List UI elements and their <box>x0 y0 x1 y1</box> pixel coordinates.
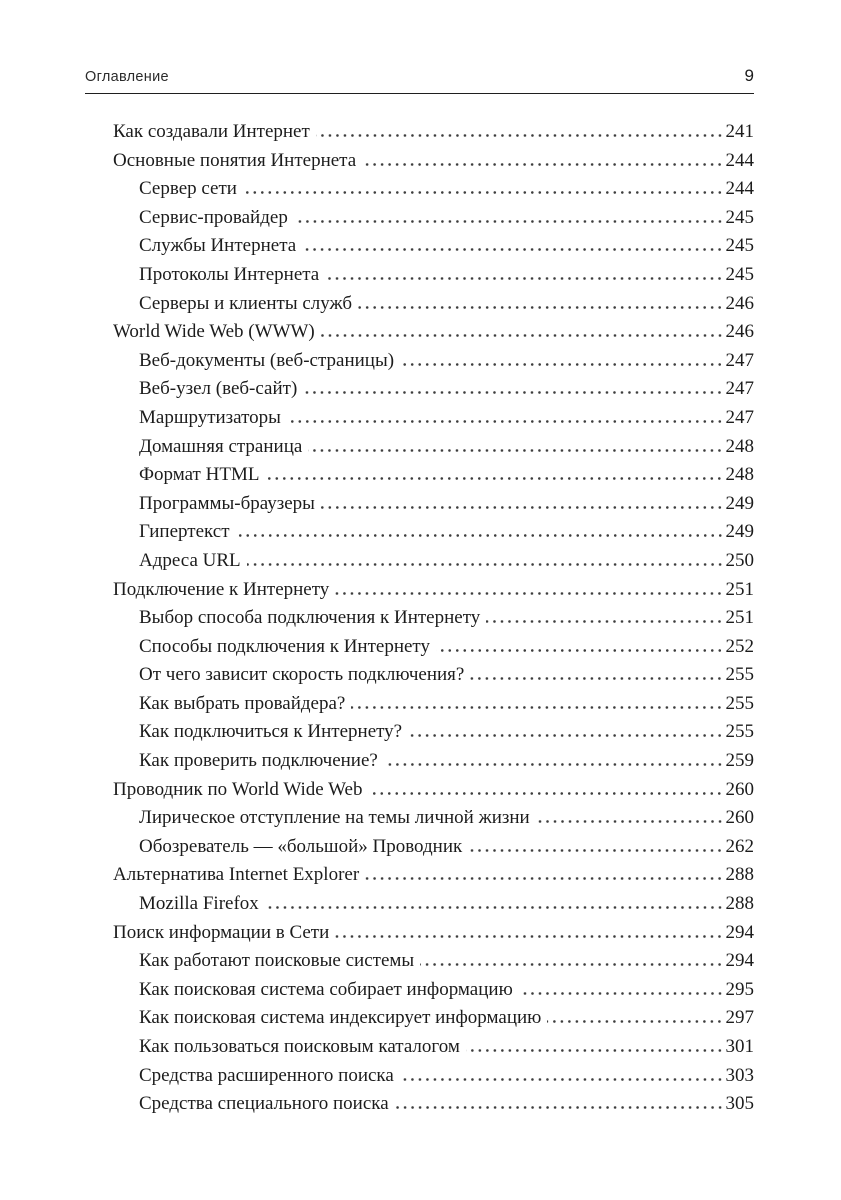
toc-entry <box>113 1004 754 1033</box>
dot-leader <box>247 563 724 566</box>
dot-leader <box>321 334 724 337</box>
dot-leader <box>265 477 723 480</box>
toc-entry-page: 294 <box>725 921 754 943</box>
dot-leader <box>303 391 723 394</box>
toc-entry-title: Как подключиться к Интернету? <box>139 721 403 743</box>
dot-leader <box>335 935 723 938</box>
toc-entry-title: Основные понятия Интернета <box>113 149 357 171</box>
toc-entry <box>113 804 754 833</box>
dot-leader <box>351 706 723 709</box>
toc-entry <box>113 661 754 690</box>
toc-entry-title: Веб-узел (веб-сайт) <box>139 378 298 400</box>
toc-entry-page: 247 <box>725 349 754 371</box>
toc-entry-page: 250 <box>725 549 754 571</box>
dot-leader <box>384 763 724 766</box>
toc-entry-page: 251 <box>725 578 754 600</box>
toc-entry-title: Серверы и клиенты служб <box>139 292 353 314</box>
toc-entry-title: Маршрутизаторы <box>139 406 281 428</box>
header-page-number: 9 <box>744 66 754 85</box>
toc-entry-page: 247 <box>725 378 754 400</box>
toc-entry-page: 305 <box>725 1093 754 1115</box>
dot-leader <box>287 420 724 423</box>
toc-entry-page: 297 <box>725 1007 754 1029</box>
dot-leader <box>368 792 723 795</box>
toc-entry-page: 245 <box>725 263 754 285</box>
toc-entry <box>113 232 754 261</box>
toc-entry-title: World Wide Web (WWW) <box>113 321 315 343</box>
toc-entry-page: 247 <box>725 406 754 428</box>
toc-entry-title: Службы Интернета <box>139 235 297 257</box>
toc-entry-title: Как пользоваться поисковым каталогом <box>139 1036 460 1057</box>
dot-leader <box>486 620 723 623</box>
toc-entry-title: Как поисковая система индексирует информацию <box>139 1007 542 1029</box>
toc-entry-title: Альтернатива Internet Explorer <box>113 864 360 886</box>
toc-entry-title: Программы-браузеры <box>139 492 315 514</box>
toc-entry-page: 262 <box>725 835 754 857</box>
dot-leader <box>400 1078 724 1081</box>
toc-entry-page: 288 <box>725 893 754 915</box>
toc-entry-page: 288 <box>725 864 754 886</box>
dot-leader <box>436 649 724 652</box>
dot-leader <box>519 992 724 995</box>
toc-entry <box>113 261 754 290</box>
toc-entry-title: Подключение к Интернету <box>113 578 330 600</box>
dot-leader <box>302 248 723 251</box>
toc-entry-page: 255 <box>725 664 754 686</box>
toc-entry <box>113 175 754 204</box>
dot-leader <box>325 277 723 280</box>
toc-entry <box>113 776 754 805</box>
toc-entry-page: 260 <box>725 807 754 829</box>
toc-entry-page: 241 <box>725 121 754 142</box>
toc-entry <box>113 604 754 633</box>
toc-entry-title: Лирическое отступление на темы личной жизни <box>139 807 530 829</box>
toc-entry-page: 303 <box>725 1064 754 1086</box>
toc-entry-title: Выбор способа подключения к Интернету <box>139 607 481 629</box>
toc-entry <box>113 890 754 919</box>
dot-leader <box>265 906 724 909</box>
toc-entry-title: Mozilla Firefox <box>139 893 259 915</box>
dot-leader <box>536 820 724 823</box>
toc-entry <box>113 690 754 719</box>
toc-entry-title: Сервис-провайдер <box>139 206 288 228</box>
toc-entry <box>113 518 754 547</box>
toc-entry-title: Гипертекст <box>139 521 230 543</box>
running-header-title: Оглавление <box>85 69 169 85</box>
toc-entry-title: Средства специального поиска <box>139 1093 389 1115</box>
dot-leader <box>316 134 724 137</box>
toc-entry <box>113 204 754 233</box>
dot-leader <box>470 677 723 680</box>
toc-entry-page: 249 <box>725 521 754 543</box>
dot-leader <box>468 849 723 852</box>
toc-entry-page: 245 <box>725 235 754 257</box>
toc-entry <box>113 147 754 176</box>
toc-entry-page: 259 <box>725 750 754 772</box>
toc-entry-title: Поиск информации в Сети <box>113 921 330 943</box>
toc-entry <box>113 861 754 890</box>
toc-entry <box>113 1033 754 1062</box>
toc-entry-page: 248 <box>725 464 754 486</box>
dot-leader <box>466 1049 724 1052</box>
toc-entry <box>113 1062 754 1091</box>
dot-leader <box>547 1020 723 1023</box>
toc-entry-title: От чего зависит скорость подключения? <box>139 664 465 686</box>
toc-entry <box>113 919 754 948</box>
toc-entry <box>113 461 754 490</box>
toc-entry <box>113 375 754 404</box>
toc-entry <box>113 718 754 747</box>
toc-entry <box>113 633 754 662</box>
toc-entry-title: Способы подключения к Интернету <box>139 635 430 657</box>
toc-entry <box>113 576 754 605</box>
toc-entry-title: Формат HTML <box>139 464 260 486</box>
toc-entry-title: Домашняя страница <box>139 435 303 457</box>
header-divider <box>85 93 754 94</box>
toc-entry-title: Сервер сети <box>139 178 237 200</box>
dot-leader <box>308 449 723 452</box>
toc-entry <box>113 347 754 376</box>
page-header <box>85 66 754 86</box>
dot-leader <box>294 220 724 223</box>
toc-entry-page: 249 <box>725 492 754 514</box>
dot-leader <box>400 363 723 366</box>
toc-entry-page: 244 <box>725 178 754 200</box>
dot-leader <box>358 306 723 309</box>
toc-entry-page: 255 <box>725 721 754 743</box>
toc-entry-title: Как выбрать провайдера? <box>139 692 346 714</box>
toc-entry-title: Средства расширенного поиска <box>139 1064 394 1086</box>
toc-entry-title: Веб-документы (веб-страницы) <box>139 349 395 371</box>
toc-entry <box>113 318 754 347</box>
dot-leader <box>408 734 723 737</box>
toc-entry <box>113 947 754 976</box>
toc-entry <box>113 490 754 519</box>
toc-entry-page: 248 <box>725 435 754 457</box>
toc-entry-page: 294 <box>725 950 754 972</box>
toc-entry <box>113 547 754 576</box>
toc-entry-title: Как проверить подключение? <box>139 750 378 772</box>
toc-entry-title: Как поисковая система собирает информацию <box>139 978 513 1000</box>
dot-leader <box>335 592 723 595</box>
toc-entry-title: Как работают поисковые системы <box>139 950 415 972</box>
toc-entry-title: Обозреватель — «большой» Проводник <box>139 835 463 857</box>
toc-entry <box>113 404 754 433</box>
toc-entry-page: 255 <box>725 692 754 714</box>
toc-entry <box>113 1090 754 1119</box>
toc-entry <box>113 833 754 862</box>
toc-entry-page: 260 <box>725 778 754 800</box>
toc-entry-page: 252 <box>725 635 754 657</box>
toc-entry-page: 251 <box>725 607 754 629</box>
dot-leader <box>365 877 723 880</box>
dot-leader <box>420 963 723 966</box>
table-of-contents <box>113 118 754 1119</box>
toc-entry-title: Протоколы Интернета <box>139 263 320 285</box>
toc-entry-title: Как создавали Интернет <box>113 121 310 142</box>
toc-entry <box>113 118 754 147</box>
toc-entry-title: Проводник по World Wide Web <box>113 778 363 800</box>
toc-entry-page: 301 <box>725 1036 754 1057</box>
dot-leader <box>243 191 724 194</box>
toc-entry <box>113 290 754 319</box>
toc-entry <box>113 433 754 462</box>
toc-entry <box>113 747 754 776</box>
dot-leader <box>321 506 724 509</box>
toc-entry-page: 244 <box>725 149 754 171</box>
toc-entry-page: 246 <box>725 321 754 343</box>
toc-entry-title: Адреса URL <box>139 549 241 571</box>
dot-leader <box>236 534 724 537</box>
toc-entry-page: 245 <box>725 206 754 228</box>
toc-entry <box>113 976 754 1005</box>
dot-leader <box>395 1106 724 1109</box>
toc-entry-page: 246 <box>725 292 754 314</box>
dot-leader <box>362 163 723 166</box>
toc-entry-page: 295 <box>725 978 754 1000</box>
